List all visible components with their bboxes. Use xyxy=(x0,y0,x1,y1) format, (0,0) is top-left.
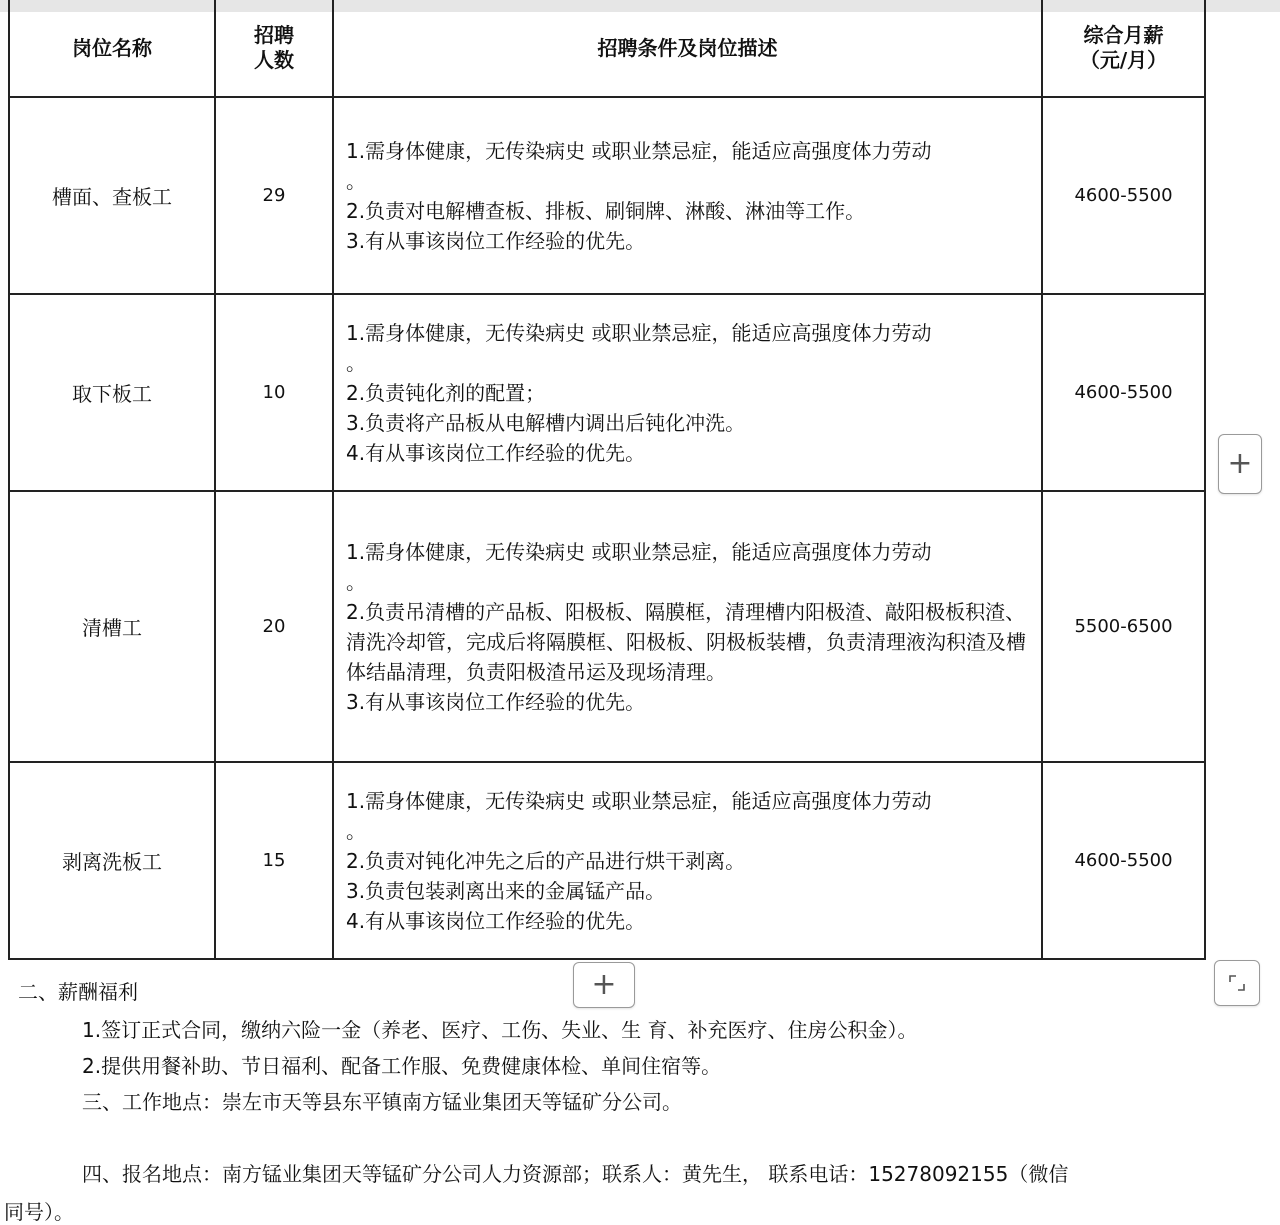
row-position: 剥离洗板工 xyxy=(9,762,215,959)
desc-line: 。 xyxy=(346,350,366,375)
row-count: 29 xyxy=(215,97,333,294)
header-desc: 招聘条件及岗位描述 xyxy=(333,0,1042,97)
desc-line: 。 xyxy=(346,818,366,843)
plus-icon: + xyxy=(1227,446,1253,481)
add-row-button[interactable] xyxy=(573,962,635,1008)
plus-icon: + xyxy=(591,967,617,1002)
row-position: 取下板工 xyxy=(9,294,215,491)
desc-line: 4.有从事该岗位工作经验的优先。 xyxy=(346,440,646,465)
desc-line: 1.需身体健康，无传染病史 或职业禁忌症，能适应高强度体力劳动 xyxy=(346,138,932,163)
benefit-item: 2.提供用餐补助、节日福利、配备工作服、免费健康体检、单间住宿等。 xyxy=(82,1054,722,1078)
desc-line: 2.负责吊清槽的产品板、阳极板、隔膜框，清理槽内阳极渣、敲阳极板积渣、清洗冷却管，完成后将隔膜框、阳极板、阴极板装槽，负责清理液沟积渣及槽体结晶清理，负责阳极渣吊运及现场清理。 xyxy=(346,599,1026,684)
row-salary: 4600-5500 xyxy=(1042,97,1205,294)
resize-handle-button[interactable] xyxy=(1214,960,1260,1006)
header-count-line1: 招聘 xyxy=(254,23,294,47)
desc-line: 1.需身体健康，无传染病史 或职业禁忌症，能适应高强度体力劳动 xyxy=(346,320,932,345)
row-description xyxy=(333,294,1042,491)
header-salary xyxy=(1042,0,1205,97)
row-position: 槽面、查板工 xyxy=(9,97,215,294)
desc-line: 2.负责对钝化冲先之后的产品进行烘干剥离。 xyxy=(346,848,746,873)
work-location: 三、工作地点：崇左市天等县东平镇南方锰业集团天等锰矿分公司。 xyxy=(82,1090,682,1114)
add-column-button[interactable] xyxy=(1218,434,1262,494)
row-description xyxy=(333,762,1042,959)
header-count xyxy=(215,0,333,97)
row-salary: 5500-6500 xyxy=(1042,491,1205,762)
row-description xyxy=(333,97,1042,294)
row-count: 15 xyxy=(215,762,333,959)
benefit-item: 1.签订正式合同，缴纳六险一金（养老、医疗、工伤、失业、生 育、补充医疗、住房公积金）。 xyxy=(82,1018,918,1042)
desc-line: 3.有从事该岗位工作经验的优先。 xyxy=(346,689,646,714)
header-salary-line2: （元/月） xyxy=(1079,48,1168,72)
registration-location-cont: 同号）。 xyxy=(4,1200,74,1224)
desc-line: 。 xyxy=(346,168,366,193)
desc-line: 1.需身体健康，无传染病史 或职业禁忌症，能适应高强度体力劳动 xyxy=(346,788,932,813)
row-description xyxy=(333,491,1042,762)
desc-line: 。 xyxy=(346,569,366,594)
desc-line: 3.负责将产品板从电解槽内调出后钝化冲洗。 xyxy=(346,410,746,435)
resize-corner-icon xyxy=(1228,974,1246,992)
table-row xyxy=(9,97,1205,294)
desc-line: 4.有从事该岗位工作经验的优先。 xyxy=(346,908,646,933)
section-benefits-title: 二、薪酬福利 xyxy=(18,980,138,1004)
desc-line: 2.负责钝化剂的配置； xyxy=(346,380,546,405)
desc-line: 2.负责对电解槽查板、排板、刷铜牌、淋酸、淋油等工作。 xyxy=(346,198,866,223)
desc-line: 3.负责包装剥离出来的金属锰产品。 xyxy=(346,878,666,903)
desc-line: 1.需身体健康，无传染病史 或职业禁忌症，能适应高强度体力劳动 xyxy=(346,539,932,564)
row-position: 清槽工 xyxy=(9,491,215,762)
row-salary: 4600-5500 xyxy=(1042,294,1205,491)
job-table xyxy=(8,0,1206,960)
table-row xyxy=(9,491,1205,762)
desc-line: 3.有从事该岗位工作经验的优先。 xyxy=(346,228,646,253)
table-row xyxy=(9,762,1205,959)
header-count-line2: 人数 xyxy=(254,48,294,72)
row-count: 20 xyxy=(215,491,333,762)
registration-location: 四、报名地点：南方锰业集团天等锰矿分公司人力资源部；联系人：黄先生， 联系电话：15278092155（微信 xyxy=(82,1162,1069,1186)
table-row xyxy=(9,294,1205,491)
table-header-row xyxy=(9,0,1205,97)
header-salary-line1: 综合月薪 xyxy=(1083,23,1164,47)
row-count: 10 xyxy=(215,294,333,491)
header-position: 岗位名称 xyxy=(9,0,215,97)
row-salary: 4600-5500 xyxy=(1042,762,1205,959)
